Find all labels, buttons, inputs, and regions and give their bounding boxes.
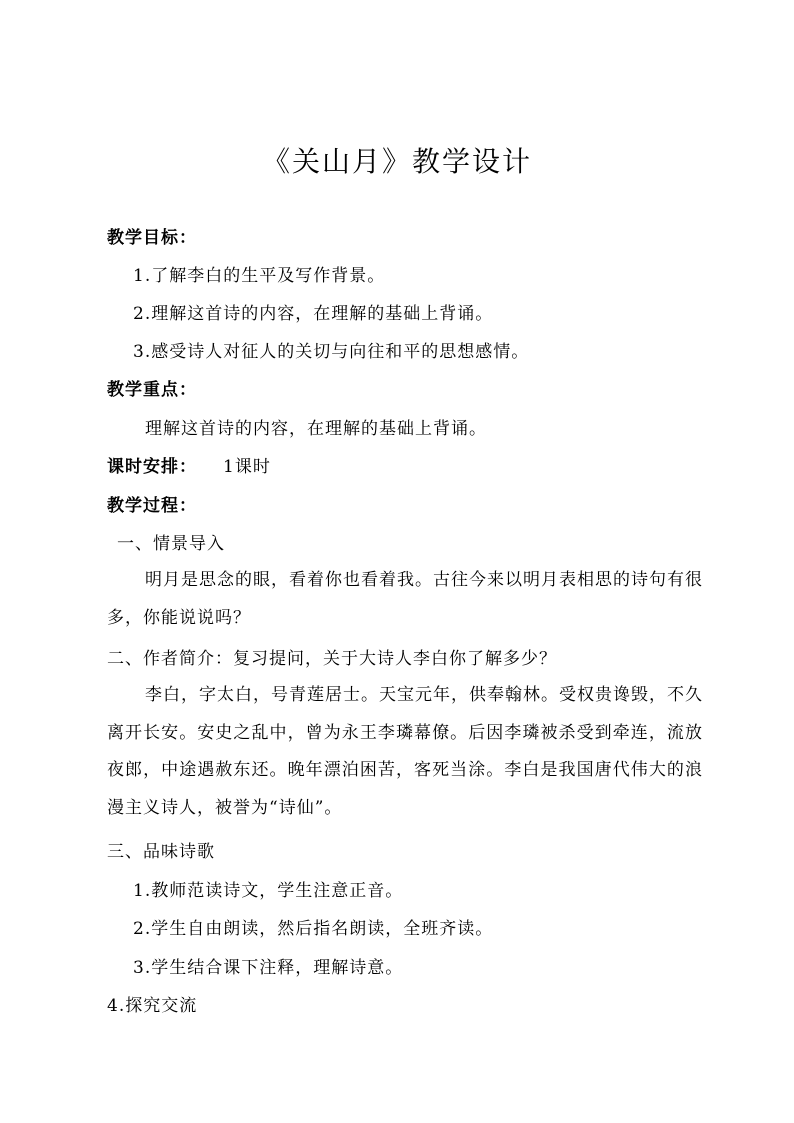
document-title: 《关山月》教学设计 (261, 145, 532, 178)
section1-heading: 一、情景导入 (117, 534, 225, 554)
schedule-row (107, 457, 271, 477)
key-points-text: 理解这首诗的内容，在理解的基础上背诵。 (145, 419, 487, 439)
goal-item-1: 1.了解李白的生平及写作背景。 (133, 266, 386, 286)
goals-heading: 教学目标： (107, 228, 197, 248)
goal-item-2: 2.理解这首诗的内容，在理解的基础上背诵。 (133, 304, 494, 324)
key-points-heading: 教学重点： (107, 380, 197, 400)
schedule-value: 1课时 (223, 457, 271, 477)
goal-item-3: 3.感受诗人对征人的关切与向往和平的思想感情。 (133, 342, 530, 362)
schedule-heading: 课时安排： (107, 457, 197, 477)
section1-paragraph: 明月是思念的眼，看着你也看着我。古往今来以明月表相思的诗句有很多，你能说说吗？ (107, 570, 703, 628)
section2-paragraph: 李白，字太白，号青莲居士。天宝元年，供奉翰林。受权贵谗毁，不久离开长安。安史之乱中，曾为永王李璘幕僚。后因李璘被杀受到牵连，流放夜郎，中途遇赦东还。晚年漂泊困苦，客死当涂。李白是我国唐代伟大的浪漫主义诗人，被誉为“诗仙”。 (107, 685, 703, 818)
section4-heading: 4.探究交流 (107, 996, 198, 1016)
section2-heading: 二、作者简介：复习提问，关于大诗人李白你了解多少？ (107, 649, 557, 669)
section3-item-2: 2.学生自由朗读，然后指名朗读，全班齐读。 (133, 919, 494, 939)
section3-heading: 三、品味诗歌 (107, 842, 215, 862)
section3-item-3: 3.学生结合课下注释，理解诗意。 (133, 958, 404, 978)
section3-item-1: 1.教师范读诗文，学生注意正音。 (133, 881, 404, 901)
process-heading: 教学过程： (107, 496, 197, 516)
